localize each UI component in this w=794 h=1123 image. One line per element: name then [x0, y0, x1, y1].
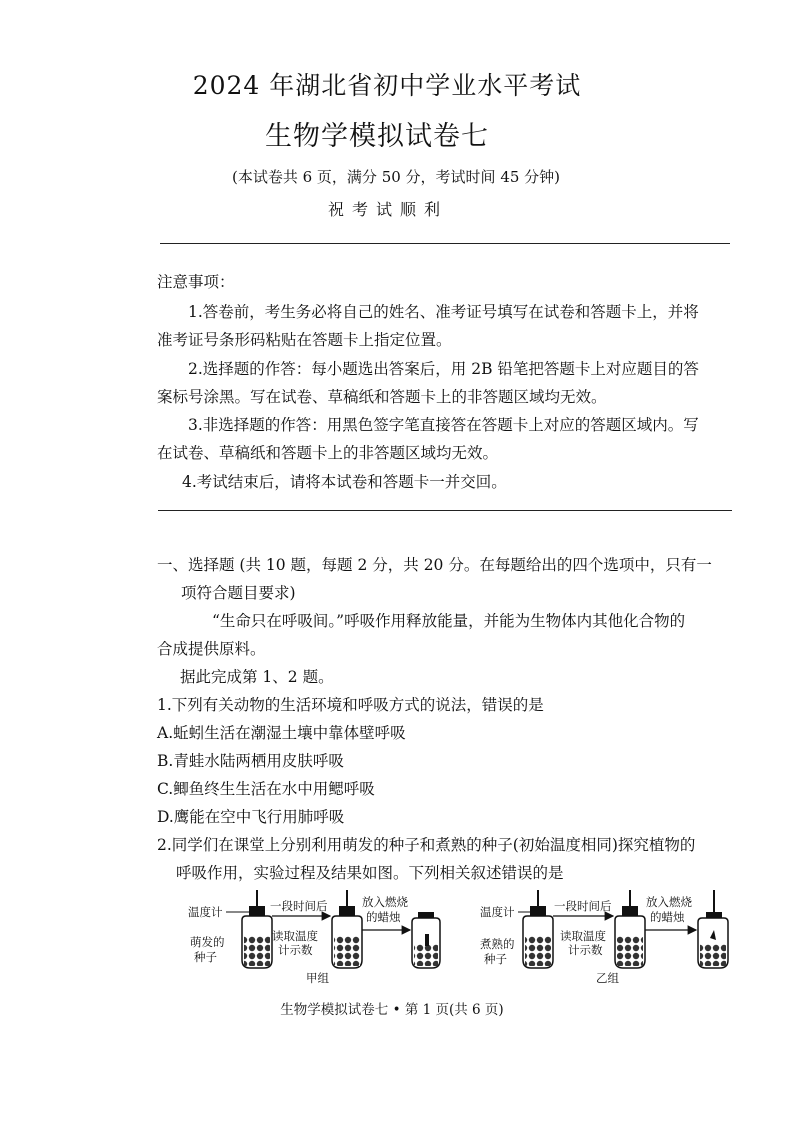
- thermometer-label: 温度计: [480, 905, 515, 919]
- candle-label: 放入燃烧: [362, 895, 408, 909]
- section-heading: 一、选择题 (共 10 题，每题 2 分，共 20 分。在每题给出的四个选项中，只有一: [157, 556, 712, 574]
- group-a: [188, 890, 440, 985]
- group-b: [480, 890, 728, 985]
- exam-title: 2024 年湖北省初中学业水平考试: [192, 71, 582, 100]
- question-1-option-a: A.蚯蚓生活在潮湿土壤中靠体壁呼吸: [157, 724, 406, 742]
- group-label: 乙组: [596, 971, 619, 985]
- seed-label: 种子: [194, 950, 217, 964]
- after-time-label: 一段时间后: [270, 899, 328, 913]
- flask-a3: [412, 912, 440, 968]
- flask-b1: [523, 890, 553, 968]
- read-temp-label: 读取温度: [272, 929, 318, 943]
- notice-line: 1.答卷前，考生务必将自己的姓名、准考证号填写在试卷和答题卡上，并将: [188, 303, 699, 321]
- candle-label: 放入燃烧: [646, 895, 692, 909]
- divider-bottom: [158, 510, 732, 511]
- question-2-stem: 2.同学们在课堂上分别利用萌发的种子和煮熟的种子(初始温度相同)探究植物的: [157, 836, 696, 854]
- seed-label: 萌发的: [190, 935, 225, 949]
- question-1-stem: 1.下列有关动物的生活环境和呼吸方式的说法，错误的是: [157, 696, 544, 714]
- candle-label: 的蜡烛: [650, 910, 685, 924]
- read-temp-label: 计示数: [568, 943, 603, 957]
- group-label: 甲组: [306, 971, 329, 985]
- question-1-option-d: D.鹰能在空中飞行用肺呼吸: [157, 808, 345, 826]
- notice-line: 准考证号条形码粘贴在答题卡上指定位置。: [157, 331, 452, 349]
- read-temp-label: 计示数: [278, 943, 313, 957]
- candle-label: 的蜡烛: [366, 910, 401, 924]
- intro-text: “生命只在呼吸间。”呼吸作用释放能量，并能为生物体内其他化合物的: [212, 612, 686, 630]
- read-temp-label: 读取温度: [560, 929, 606, 943]
- page-footer: 生物学模拟试卷七 • 第 1 页(共 6 页): [280, 1002, 504, 1018]
- after-time-label: 一段时间后: [554, 899, 612, 913]
- question-2-stem-cont: 呼吸作用，实验过程及结果如图。下列相关叙述错误的是: [176, 864, 564, 882]
- flask-a2: [332, 890, 362, 968]
- question-1-option-b: B.青蛙水陆两栖用皮肤呼吸: [157, 752, 344, 770]
- paper-title: 生物学模拟试卷七: [265, 121, 489, 152]
- notice-line: 在试卷、草稿纸和答题卡上的非答题区域均无效。: [157, 444, 499, 462]
- intro-text: 据此完成第 1、2 题。: [180, 668, 334, 686]
- good-luck-text: 祝考试顺利: [328, 200, 449, 219]
- section-heading-cont: 项符合题目要求): [181, 584, 296, 602]
- seed-label: 种子: [484, 952, 507, 966]
- flask-b2: [615, 890, 645, 968]
- experiment-diagram: [184, 888, 734, 988]
- exam-info: (本试卷共 6 页，满分 50 分，考试时间 45 分钟): [232, 168, 561, 186]
- flask-a1: [242, 890, 272, 968]
- intro-text: 合成提供原料。: [157, 640, 266, 658]
- seed-label: 煮熟的: [480, 937, 515, 951]
- notice-line: 2.选择题的作答：每小题选出答案后，用 2B 铅笔把答题卡上对应题目的答: [188, 360, 699, 378]
- question-1-option-c: C.鲫鱼终生生活在水中用鳃呼吸: [157, 780, 375, 798]
- thermometer-label: 温度计: [188, 905, 223, 919]
- notice-heading: 注意事项：: [157, 273, 235, 291]
- notice-line: 案标号涂黑。写在试卷、草稿纸和答题卡上的非答题区域均无效。: [157, 388, 607, 406]
- notice-line: 3.非选择题的作答：用黑色签字笔直接答在答题卡上对应的答题区域内。写: [188, 416, 699, 434]
- flask-b3: [698, 890, 728, 968]
- notice-line: 4.考试结束后，请将本试卷和答题卡一并交回。: [182, 473, 507, 491]
- divider-top: [160, 243, 730, 244]
